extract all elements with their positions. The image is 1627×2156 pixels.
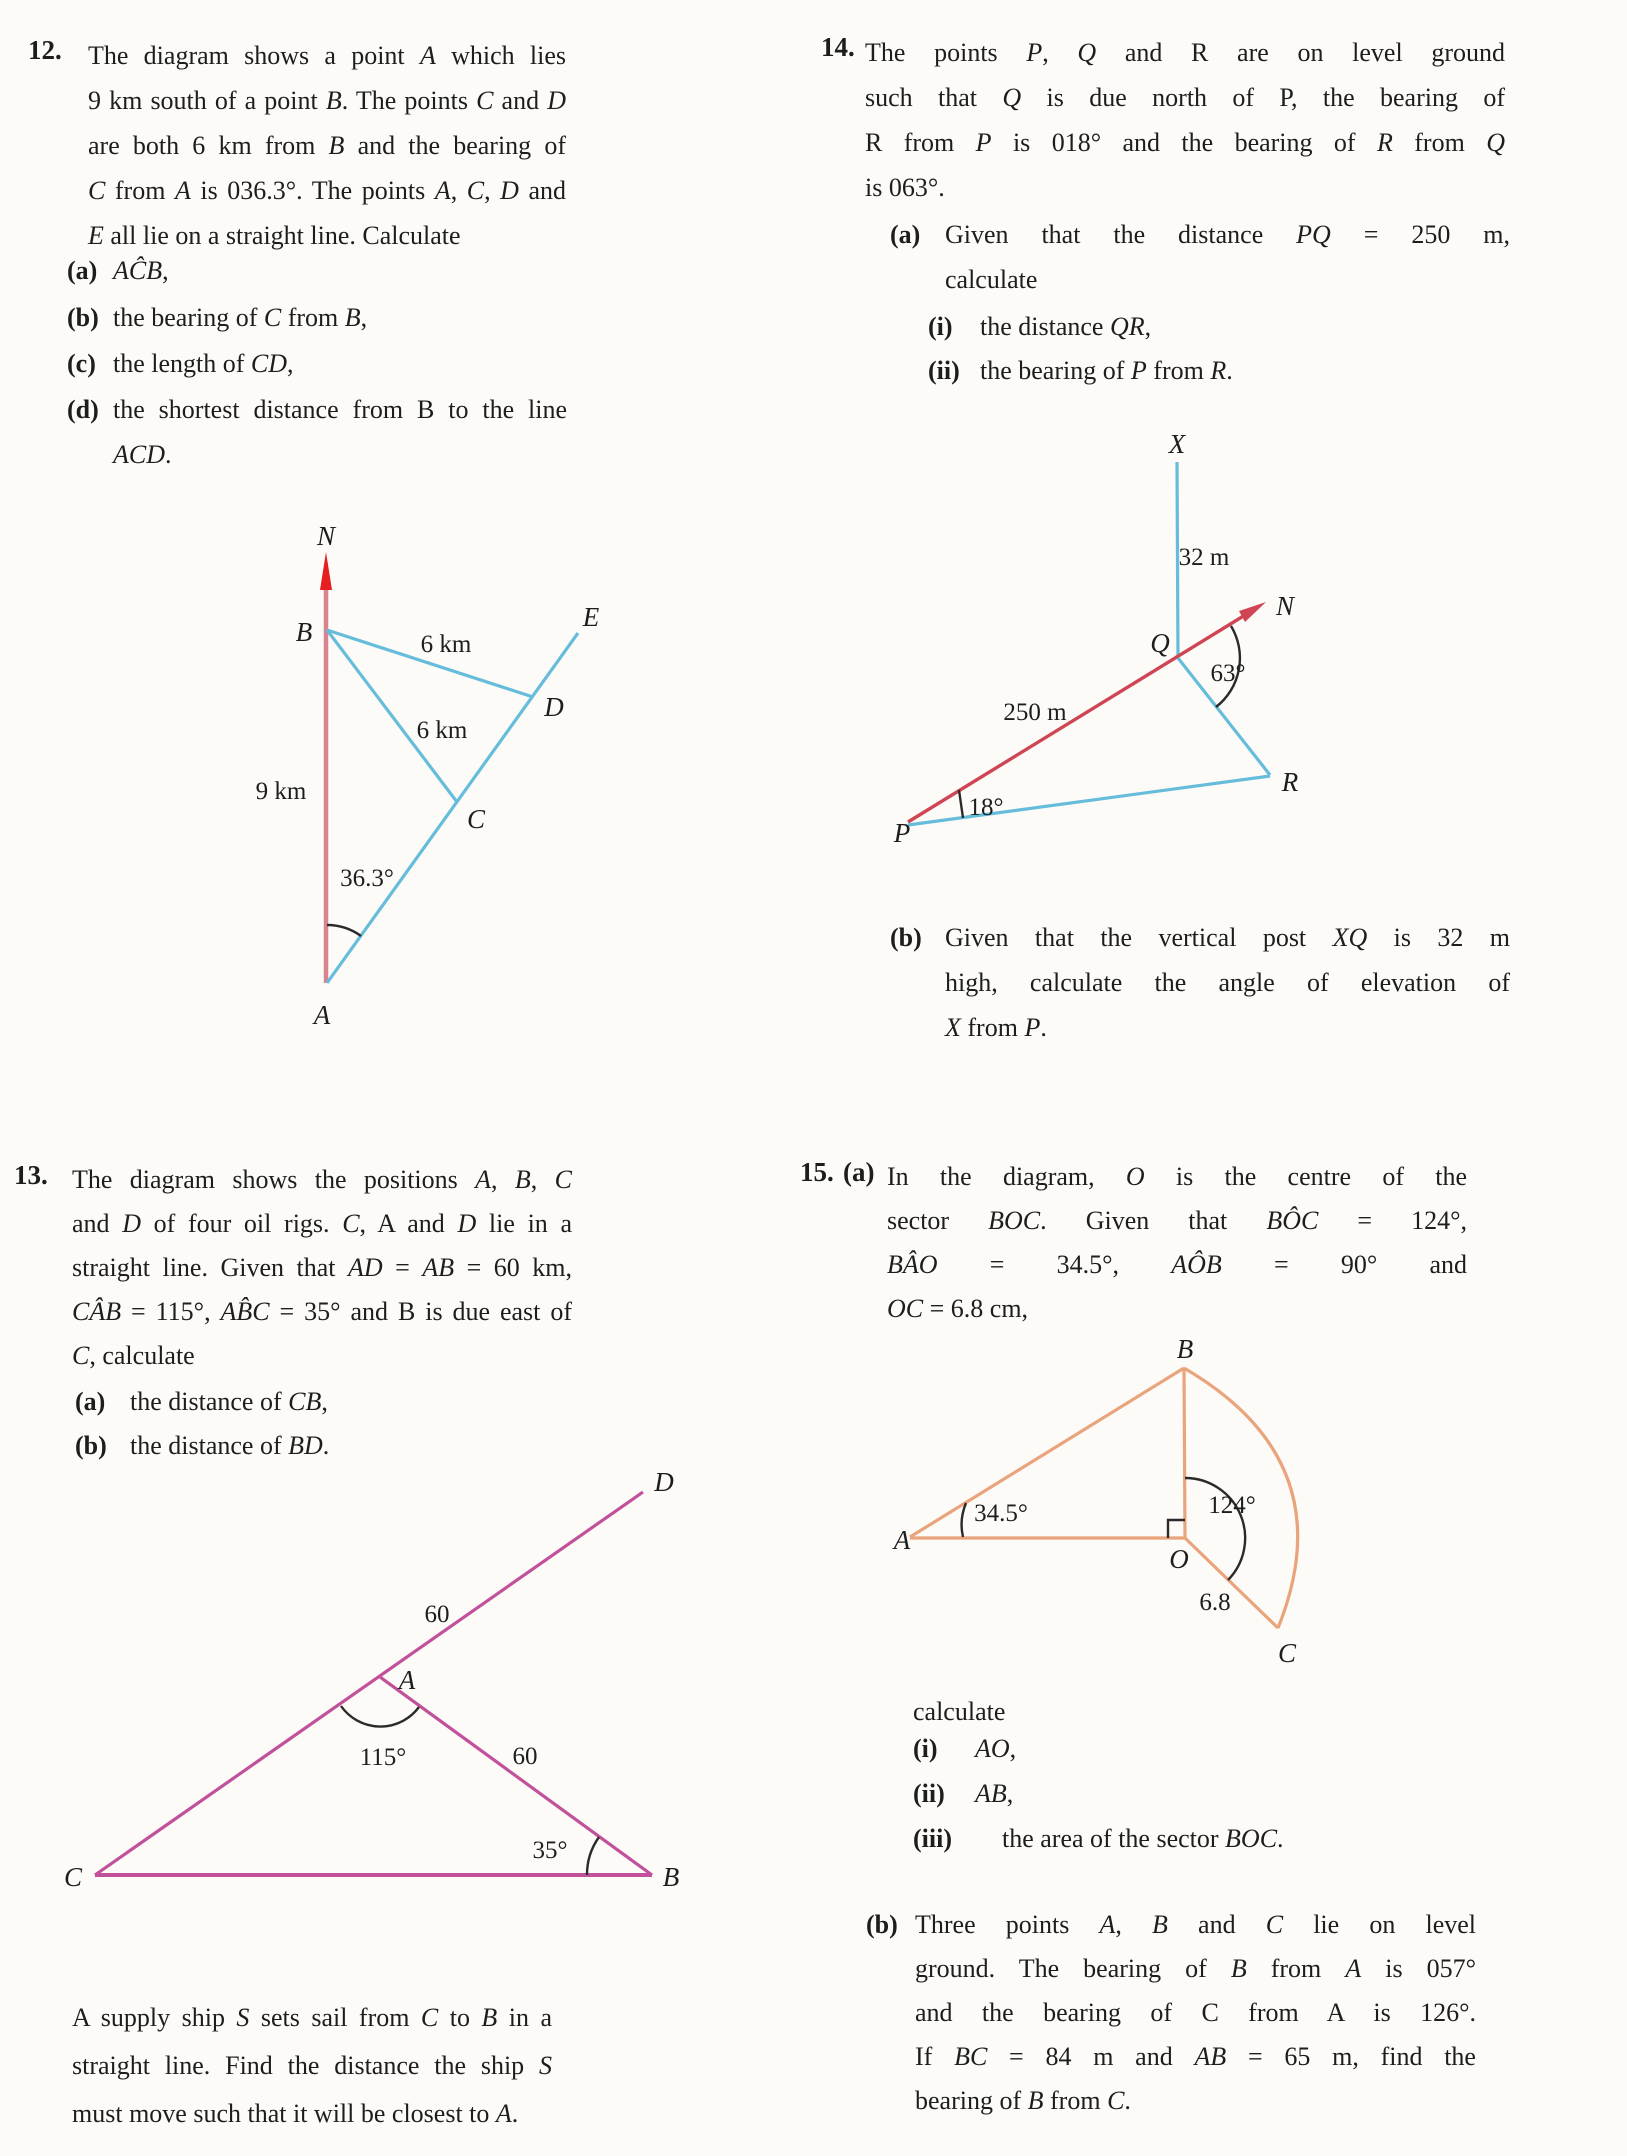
problem-13-ship-paragraph: A supply ship S sets sail from C to B in a straight line. Find the distance the ship S must move such that it will be closest to A.	[72, 2003, 552, 2128]
diagram-12	[256, 521, 600, 1030]
diagram-15	[892, 1334, 1298, 1668]
angle-arc-A	[327, 925, 361, 936]
label-E: E	[582, 602, 600, 632]
angle-value-P: 18°	[968, 794, 1004, 821]
item-text: the area of the sector BOC.	[1002, 1824, 1284, 1853]
item-label: (iii)	[913, 1824, 952, 1853]
label-N: N	[1275, 591, 1295, 621]
problem-15-number: 15.	[800, 1157, 834, 1187]
north-arrow-icon	[320, 552, 332, 590]
label-A: A	[398, 1665, 416, 1695]
item-label: (a)	[75, 1387, 106, 1416]
label-C: C	[63, 1862, 83, 1892]
problem-15-a-label: (a)	[843, 1157, 875, 1187]
angle-value-O: 124°	[1208, 1492, 1256, 1519]
label-P: P	[893, 818, 911, 848]
label-C: C	[1277, 1638, 1297, 1668]
length-XQ: 32 m	[1178, 544, 1230, 571]
problem-14-intro: The points P, Q and R are on level ground such that Q is due north of P, the bearing of R from P is 018° and the bearing of R from Q is 063°.	[865, 38, 1505, 202]
line-ACDE	[327, 633, 578, 983]
item-text: the shortest distance from B to the line ACD.	[113, 395, 567, 469]
item-text: the length of CD,	[113, 349, 294, 378]
length-PQ: 250 m	[1003, 699, 1067, 726]
label-O: O	[1169, 1544, 1189, 1574]
length-BD: 6 km	[420, 631, 472, 658]
label-A: A	[893, 1525, 911, 1555]
item-label: (b)	[67, 303, 99, 332]
line-CAD	[95, 1492, 643, 1875]
label-X: X	[1168, 429, 1186, 459]
right-angle-icon	[1168, 1520, 1185, 1538]
angle-value-Q: 63°	[1210, 660, 1246, 687]
problem-12-number: 12.	[28, 35, 62, 65]
item-text: the bearing of C from B,	[113, 303, 368, 332]
item-label: (i)	[913, 1734, 938, 1763]
item-text: the distance of BD.	[130, 1431, 330, 1460]
angle-tick-P	[959, 790, 963, 818]
label-R: R	[1281, 767, 1299, 797]
label-D: D	[544, 692, 564, 722]
item-text: the distance QR,	[980, 312, 1152, 341]
angle-arc-B	[587, 1837, 599, 1875]
angle-arc-A	[341, 1706, 419, 1727]
label-D: D	[654, 1467, 674, 1497]
problem-12-intro: The diagram shows a point A which lies 9 km south of a point B. The points C and D are both 6 km from B and the bearing of C from A is 036.3°. The points A, C, D and E all lie on a straight line. Calculate	[88, 41, 567, 250]
item-label: (b)	[866, 1910, 898, 1939]
problem-14-number: 14.	[821, 32, 855, 62]
item-label: (ii)	[913, 1779, 945, 1808]
item-text: the bearing of P from R.	[980, 356, 1233, 385]
line-OB	[1184, 1368, 1185, 1538]
length-BC: 6 km	[416, 717, 468, 744]
item-label: (a)	[67, 256, 98, 285]
length-AD: 60	[424, 1601, 450, 1628]
north-arrow-icon	[1239, 602, 1266, 622]
label-C: C	[466, 804, 486, 834]
length-BA: 9 km	[255, 778, 307, 805]
item-label: (ii)	[928, 356, 960, 385]
label-B: B	[1176, 1334, 1194, 1364]
angle-value-A: 115°	[359, 1744, 407, 1771]
item-label: (c)	[67, 349, 96, 378]
problem-13-number: 13.	[14, 1160, 48, 1190]
label-B: B	[662, 1862, 680, 1892]
angle-value-B: 35°	[532, 1837, 568, 1864]
angle-tick-A	[962, 1503, 966, 1537]
label-Q: Q	[1150, 628, 1170, 658]
problem-13-intro: The diagram shows the positions A, B, C and D of four oil rigs. C, A and D lie in a straight line. Given that AD = AB = 60 km, CÂB = 115°, AB̂C = 35° and B is due east of C, calculate	[72, 1165, 573, 1370]
item-text: Three points A, B and C lie on level ground. The bearing of B from A is 057° and the bearing of C from A is 126°. If BC = 84 m and AB = 65 m, find the bearing of B from C.	[915, 1910, 1476, 2115]
item-text: Given that the distance PQ = 250 m, calculate	[945, 220, 1510, 294]
line-AB	[910, 1368, 1184, 1537]
length-OC: 6.8	[1199, 1589, 1231, 1616]
item-text: AO,	[975, 1734, 1017, 1763]
item-label: (a)	[890, 220, 921, 249]
angle-value-A: 36.3°	[340, 865, 394, 892]
label-B: B	[295, 617, 313, 647]
label-A: A	[313, 1000, 331, 1030]
diagram-14	[893, 429, 1299, 848]
line-AB	[380, 1677, 652, 1875]
item-text: the distance of CB,	[130, 1387, 328, 1416]
problem-15-calculate: calculate	[913, 1697, 1006, 1726]
problem-15-intro: In the diagram, O is the centre of the sector BOC. Given that BÔC = 124°, BÂO = 34.5°, AÔB = 90° and OC = 6.8 cm,	[887, 1162, 1467, 1323]
item-label: (b)	[75, 1431, 107, 1460]
angle-value-A: 34.5°	[974, 1500, 1028, 1527]
label-N: N	[316, 521, 336, 551]
length-AB: 60	[512, 1743, 538, 1770]
item-text: Given that the vertical post XQ is 32 m high, calculate the angle of elevation of X from P.	[945, 923, 1510, 1042]
diagram-13	[64, 1467, 679, 1892]
item-label: (d)	[67, 395, 99, 424]
item-label: (i)	[928, 312, 953, 341]
item-label: (b)	[890, 923, 922, 952]
item-text: AB,	[975, 1779, 1014, 1808]
item-text: AĈB,	[113, 256, 169, 285]
